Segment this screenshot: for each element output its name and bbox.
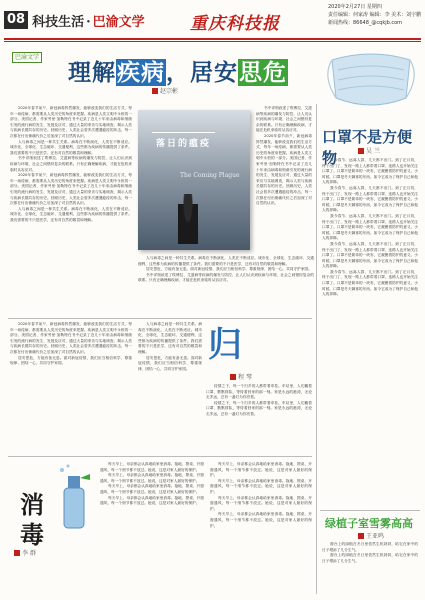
lead-paragraph: 书中详细叙述了埃博拉、艾滋病等疾病的爆发与防控，让人们认识到疾病与环境、社会之间错综复杂的联系。只有正确理解疾病，才能在危机来临时从容应对。 xyxy=(256,106,312,133)
section-divider xyxy=(8,318,312,319)
xiaodu-article-title: 消毒 xyxy=(20,490,44,549)
xiaodu-article-byline xyxy=(14,548,36,557)
plant-paragraph: 窗台上的绿植在冬日里依然生机勃勃，给宅在家中的日子增添了几分生气。 xyxy=(322,542,418,552)
gui-paragraph: 疫情之下，每一个归乡的人都带着牵挂。车站里，人们戴着口罩，默默排队，等待着回家的那一刻。家是永远的港湾，无论走多远，总有一盏灯为你亮着。 xyxy=(206,384,312,400)
xiaodu-paragraph: 每天早上，母亲都会认真地给家里消毒。拖地、擦桌、开窗通风，每一个细节都不放过。她说，这是对家人最好的保护。 xyxy=(210,495,312,511)
plant-paragraph: 窗台上的绿植在冬日里依然生机勃勃，给宅在家中的日子增添了几分生气。 xyxy=(322,553,418,563)
xiaodu-paragraph: 每天早上，母亲都会认真地给家里消毒。拖地、擦桌、开窗通风，每一个细节都不放过。她说，这是对家人最好的保护。 xyxy=(100,473,204,483)
mask-paragraph: 我今春节，远离人群，几天都不出门。到了正月初，终于出门了，发现一路上人都带着口罩，连路人也开始关注口罩了。口罩不是简单的一块布，它凝聚着防护的意义。小时候，口罩是冬天御寒的东西，如今它成为了保护自己和他人的屏障。 xyxy=(322,269,418,297)
xiaodu-paragraph: 每天早上，母亲都会认真地给家里消毒。拖地、擦桌、开窗通风，每一个细节都不放过。她说，这是对家人最好的保护。 xyxy=(210,462,312,478)
xiaodu-article-body-2 xyxy=(210,462,312,594)
section-name: 科技生活 xyxy=(32,14,85,30)
byline-marker xyxy=(14,550,20,556)
lead-author: 赵宗彬 xyxy=(160,88,179,95)
lead-headline xyxy=(68,54,288,87)
lead-article-column-3 xyxy=(138,256,314,314)
mask-paragraph: 我今春节，远离人群，几天都不出门。到了正月初，终于出门了，发现一路上人都带着口罩，连路人也开始关注口罩了。口罩不是简单的一块布，它凝聚着防护的意义。小时候，口罩是冬天御寒的东西，如今它成为了保护自己和他人的屏障。 xyxy=(322,213,418,241)
lead-byline xyxy=(152,86,178,95)
gui-article-body xyxy=(206,384,312,454)
issue-date: 2020年2月27日 星期四 xyxy=(328,4,382,10)
lead-paragraph: 2020年春节前夕，新冠病毒猝然爆发，能够改变我们的生活方式，每年一场疫病，都需要从人类历史的角度来把握。疾病是人类文明中永恒的一部分。美国记者、作家劳里·加勒特在书中记录了近几十年来由病毒和细菌引发的流行病的发生、发展及应对，通过大量的采访与实地调查，揭示人类与疾病长期共存的历史。回顾历史，人类社会曾多次遭遇瘟疫的冲击，每一次都在付出惨痛代价之后加深了对自然的认识。 xyxy=(10,106,132,138)
header-rule xyxy=(4,38,421,40)
xiaodu-paragraph: 每天早上，母亲都会认真地给家里消毒。拖地、擦桌、开窗通风，每一个细节都不放过。她说，这是对家人最好的保护。 xyxy=(210,512,312,528)
mask-author: 吴 兰 xyxy=(366,148,380,155)
page-header xyxy=(0,0,425,40)
lead-article-column-1 xyxy=(10,106,132,321)
lead-paragraph: 人与病毒之间是一种共生关系。病毒在不断演化，人类在不断适应。城市化、全球化、生态破坏、交通便利，这些都为疾病的传播提供了条件。我们需要的不只是医学，还有对自然的敬畏和理解。 xyxy=(138,256,314,266)
section-label xyxy=(4,5,145,35)
xiaodu-paragraph: 每天早上，母亲都会认真地给家里消毒。拖地、擦桌、开窗通风，每一个细节都不放过。她说，这是对家人最好的保护。 xyxy=(100,462,204,472)
lead-article-column-4 xyxy=(10,322,132,454)
section-title xyxy=(32,11,145,30)
issue-hotline: 新闻热线：86648_@cqkjb.com xyxy=(328,20,403,26)
lead-paragraph: 书中详细叙述了埃博拉、艾滋病等疾病的爆发与防控，让人们认识到疾病与环境、社会之间错综复杂的联系。只有正确理解疾病，才能在危机来临时从容应对。 xyxy=(138,272,314,283)
column-divider xyxy=(316,104,317,594)
xiaodu-paragraph: 每天早上，母亲都会认真地给家里消毒。拖地、擦桌、开窗通风，每一个细节都不放过。她说，这是对家人最好的保护。 xyxy=(100,484,204,494)
mask-paragraph: 我今春节，远离人群，几天都不出门。到了正月初，终于出门了，发现一路上人都带着口罩，连路人也开始关注口罩了。口罩不是简单的一块布，它凝聚着防护的意义。小时候，口罩是冬天御寒的东西，如今它成为了保护自己和他人的屏障。 xyxy=(322,158,418,185)
book-figure-silhouette xyxy=(178,194,198,244)
headline-part-1: 理解 xyxy=(68,59,116,86)
face-mask-illustration xyxy=(322,46,420,116)
book-title: 落日的瘟疫 xyxy=(156,136,211,149)
mask-article-byline xyxy=(358,146,380,155)
gui-article-title: 归 xyxy=(208,325,242,365)
lead-paragraph: 居安思危，方能有备无患。面对新冠疫情，我们应当相信科学、尊重规律、团结一心，共同守护家园。 xyxy=(146,267,312,272)
lead-paragraph: 2020年春节前夕，新冠病毒猝然爆发，能够改变我们的生活方式，每年一场疫病，都需要从人类历史的角度来把握。疾病是人类文明中永恒的一部分。美国记者、作家劳里·加勒特在书中记录了近几十年来由病毒和细菌引发的流行病的发生、发展及应对，通过大量的采访与实地调查，揭示人类与疾病长期共存的历史。回顾历史，人类社会曾多次遭遇瘟疫的冲击，每一次都在付出惨痛代价之后加深了对自然的认识。 xyxy=(256,133,312,206)
spray-bottle-illustration xyxy=(54,462,94,532)
plant-article-title: 绿植子室雪雾高高 xyxy=(325,517,413,530)
gui-paragraph: 疫情之下，每一个归乡的人都带着牵挂。车站里，人们戴着口罩，默默排队，等待着回家的那一刻。家是永远的港湾，无论走多远，总有一盏灯为你亮着。 xyxy=(206,400,312,416)
byline-marker xyxy=(230,374,236,380)
book-cover-image xyxy=(138,110,250,250)
lead-paragraph: 2020年春节前夕，新冠病毒猝然爆发，能够改变我们的生活方式，每年一场疫病，都需要从人类历史的角度来把握。疾病是人类文明中永恒的一部分。美国记者、作家劳里·加勒特在书中记录了近几十年来由病毒和细菌引发的流行病的发生、发展及应对，通过大量的采访与实地调查，揭示人类与疾病长期共存的历史。回顾历史，人类社会曾多次遭遇瘟疫的冲击，每一次都在付出惨痛代价之后加深了对自然的认识。 xyxy=(10,173,132,206)
headline-highlight-1: 疾病 xyxy=(117,59,165,86)
byline-marker xyxy=(358,533,364,539)
mask-paragraph: 我今春节，远离人群，几天都不出门。到了正月初，终于出门了，发现一路上人都带着口罩，连路人也开始关注口罩了。口罩不是简单的一块布，它凝聚着防护的意义。小时候，口罩是冬天御寒的东西，如今它成为了保护自己和他人的屏障。 xyxy=(322,241,418,269)
lead-article-column-2 xyxy=(256,106,312,258)
xiaodu-author: 李 群 xyxy=(22,550,36,557)
book-english-title: The Coming Plague xyxy=(180,172,240,179)
lead-article-column-5 xyxy=(138,322,202,452)
header-rule-thin xyxy=(4,41,421,42)
xiaodu-paragraph: 每天早上，母亲都会认真地给家里消毒。拖地、擦桌、开窗通风，每一个细节都不放过。她说，这是对家人最好的保护。 xyxy=(100,495,204,506)
gui-author: 程 琴 xyxy=(238,374,252,381)
lead-paragraph: 人与病毒之间是一种共生关系。病毒在不断演化，人类在不断适应。城市化、全球化、生态破坏、交通便利，这些都为疾病的传播提供了条件。我们需要的不只是医学，还有对自然的敬畏和理解。 xyxy=(138,322,202,354)
mask-article-title: 口罩不是方便物 xyxy=(322,128,413,167)
plant-article-body xyxy=(322,542,418,594)
section-subname: 巴渝文学 xyxy=(92,14,145,30)
byline-marker xyxy=(358,148,364,154)
plant-article-byline xyxy=(358,531,384,540)
xiaodu-paragraph: 每天早上，母亲都会认真地给家里消毒。拖地、擦桌、开窗通风，每一个细节都不放过。她说，这是对家人最好的保护。 xyxy=(210,478,312,494)
lead-paragraph: 居安思危，方能有备无患。面对新冠疫情，我们应当相信科学、尊重规律、团结一心，共同守护家园。 xyxy=(10,355,132,366)
plant-author: 王亚鸣 xyxy=(366,533,385,540)
xiaodu-article-body-1 xyxy=(100,462,204,594)
headline-part-2: ，居安 xyxy=(166,59,238,86)
issue-meta xyxy=(328,3,421,27)
headline-highlight-2: 思危 xyxy=(239,59,287,86)
newspaper-brand: 重庆科技报 xyxy=(190,14,280,34)
category-tag: 巴渝文学 xyxy=(12,52,42,63)
gui-article-byline xyxy=(230,372,252,381)
section-divider xyxy=(8,456,312,457)
section-divider xyxy=(320,510,420,511)
lead-article-banner xyxy=(8,46,304,100)
section-separator: · xyxy=(86,14,91,30)
page-number: 08 xyxy=(4,11,28,29)
lead-paragraph: 居安思危，方能有备无患。面对新冠疫情，我们应当相信科学、尊重规律、团结一心，共同守护家园。 xyxy=(138,355,202,371)
mask-article-body xyxy=(322,158,418,508)
lead-paragraph: 人与病毒之间是一种共生关系。病毒在不断演化，人类在不断适应。城市化、全球化、生态破坏、交通便利，这些都为疾病的传播提供了条件。我们需要的不只是医学，还有对自然的敬畏和理解。 xyxy=(10,206,132,222)
lead-paragraph: 人与病毒之间是一种共生关系。病毒在不断演化，人类在不断适应。城市化、全球化、生态破坏、交通便利，这些都为疾病的传播提供了条件。我们需要的不只是医学，还有对自然的敬畏和理解。 xyxy=(10,139,132,155)
mask-paragraph: 我今春节，远离人群，几天都不出门。到了正月初，终于出门了，发现一路上人都带着口罩，连路人也开始关注口罩了。口罩不是简单的一块布，它凝聚着防护的意义。小时候，口罩是冬天御寒的东西，如今它成为了保护自己和他人的屏障。 xyxy=(322,185,418,213)
lead-paragraph: 书中详细叙述了埃博拉、艾滋病等疾病的爆发与防控，让人们认识到疾病与环境、社会之间错综复杂的联系。只有正确理解疾病，才能在危机来临时从容应对。 xyxy=(10,156,132,172)
issue-editors: 责任编辑：何家涛 编辑：李 美术：刘宇鹏 xyxy=(328,12,422,18)
lead-paragraph: 2020年春节前夕，新冠病毒猝然爆发，能够改变我们的生活方式，每年一场疫病，都需要从人类历史的角度来把握。疾病是人类文明中永恒的一部分。美国记者、作家劳里·加勒特在书中记录了近几十年来由病毒和细菌引发的流行病的发生、发展及应对，通过大量的采访与实地调查，揭示人类与疾病长期共存的历史。回顾历史，人类社会曾多次遭遇瘟疫的冲击，每一次都在付出惨痛代价之后加深了对自然的认识。 xyxy=(10,322,132,354)
byline-marker xyxy=(152,88,158,94)
